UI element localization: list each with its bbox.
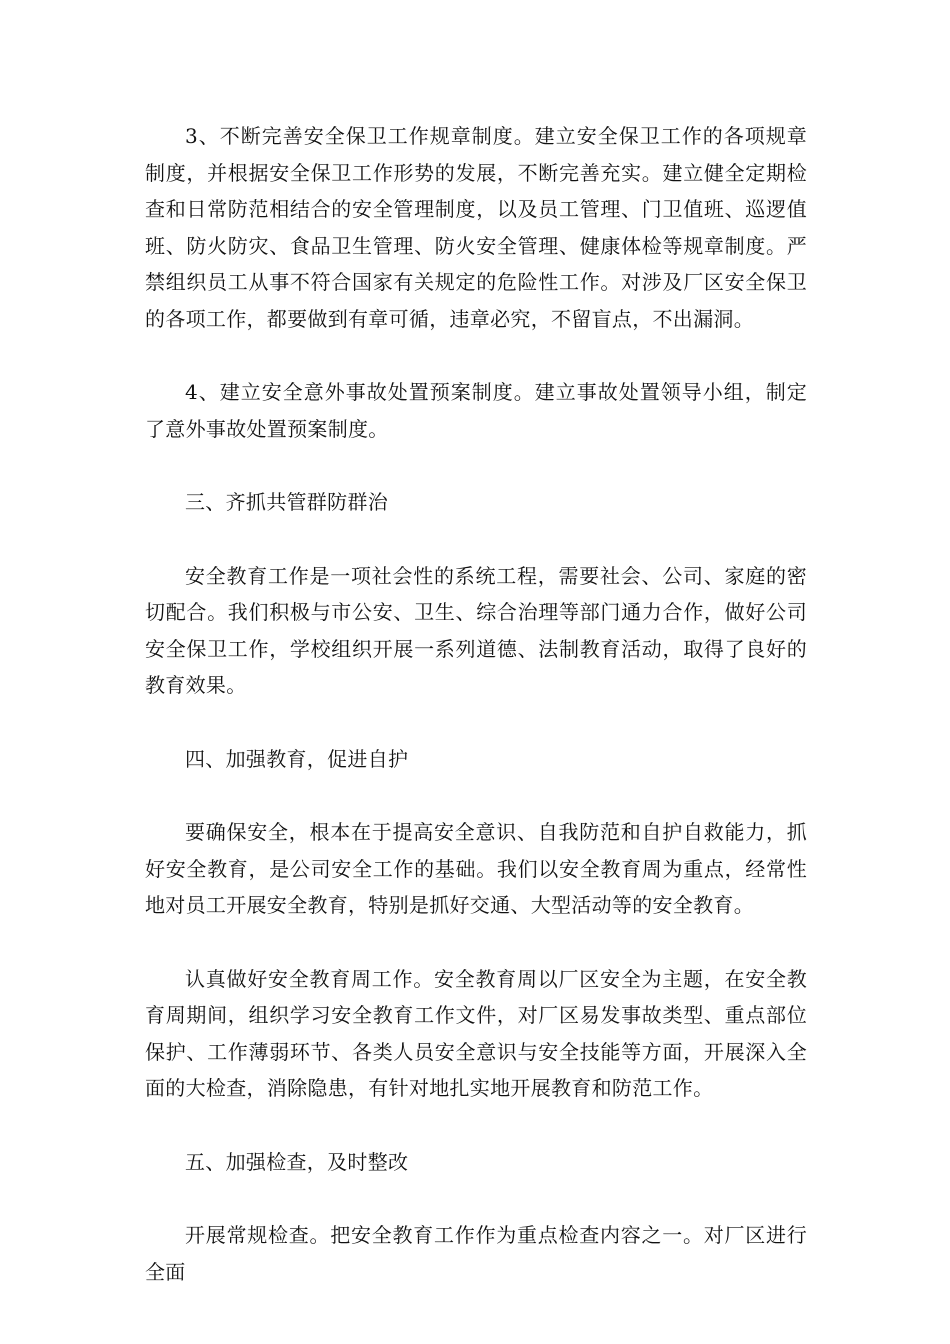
paragraph-social-cooperation: 安全教育工作是一项社会性的系统工程，需要社会、公司、家庭的密切配合。我们积极与市公安、卫生、综合治理等部门通力合作，做好公司安全保卫工作，学校组织开展一系列道德、法制教育活动，取得了良好的教育效果。 [145, 563, 807, 697]
paragraph-gap [145, 1180, 807, 1217]
paragraph-safety-awareness: 要确保安全，根本在于提高安全意识、自我防范和自护自救能力，抓好安全教育，是公司安全工作的基础。我们以安全教育周为重点，经常性地对员工开展安全教育，特别是抓好交通、大型活动等的安全教育。 [145, 820, 807, 917]
paragraph-accident-plan: 4、建立安全意外事故处置预案制度。建立事故处置领导小组，制定了意外事故处置预案制度。 [145, 380, 807, 441]
paragraph-routine-inspection: 开展常规检查。把安全教育工作作为重点检查内容之一。对厂区进行全面 [145, 1223, 807, 1284]
section-heading-4: 四、加强教育，促进自护 [185, 746, 409, 771]
paragraph-gap [145, 337, 807, 374]
paragraph-gap [145, 777, 807, 814]
paragraph-gap [145, 704, 807, 741]
paragraph-gap [145, 447, 807, 484]
paragraph-gap [145, 924, 807, 961]
section-heading-5: 五、加强检查，及时整改 [185, 1149, 409, 1174]
paragraph-gap [145, 521, 807, 558]
document-page [145, 118, 807, 1290]
paragraph-gap [145, 1107, 807, 1144]
section-heading-3: 三、齐抓共管群防群治 [185, 490, 388, 514]
paragraph-rules-system: 3、不断完善安全保卫工作规章制度。建立安全保卫工作的各项规章制度，并根据安全保卫工作形势的发展，不断完善充实。建立健全定期检查和日常防范相结合的安全管理制度，以及员工管理、门卫值班、巡逻值班、防火防灾、食品卫生管理、防火安全管理、健康体检等规章制度。严禁组织员工从事不符合国家有关规定的危险性工作。对涉及厂区安全保卫的各项工作，都要做到有章可循，违章必究，不留盲点，不出漏洞。 [145, 124, 807, 331]
paragraph-education-week: 认真做好安全教育周工作。安全教育周以厂区安全为主题，在安全教育周期间，组织学习安全教育工作文件，对厂区易发事故类型、重点部位保护、工作薄弱环节、各类人员安全意识与安全技能等方面，开展深入全面的大检查，消除隐患，有针对地扎实地开展教育和防范工作。 [145, 966, 807, 1100]
